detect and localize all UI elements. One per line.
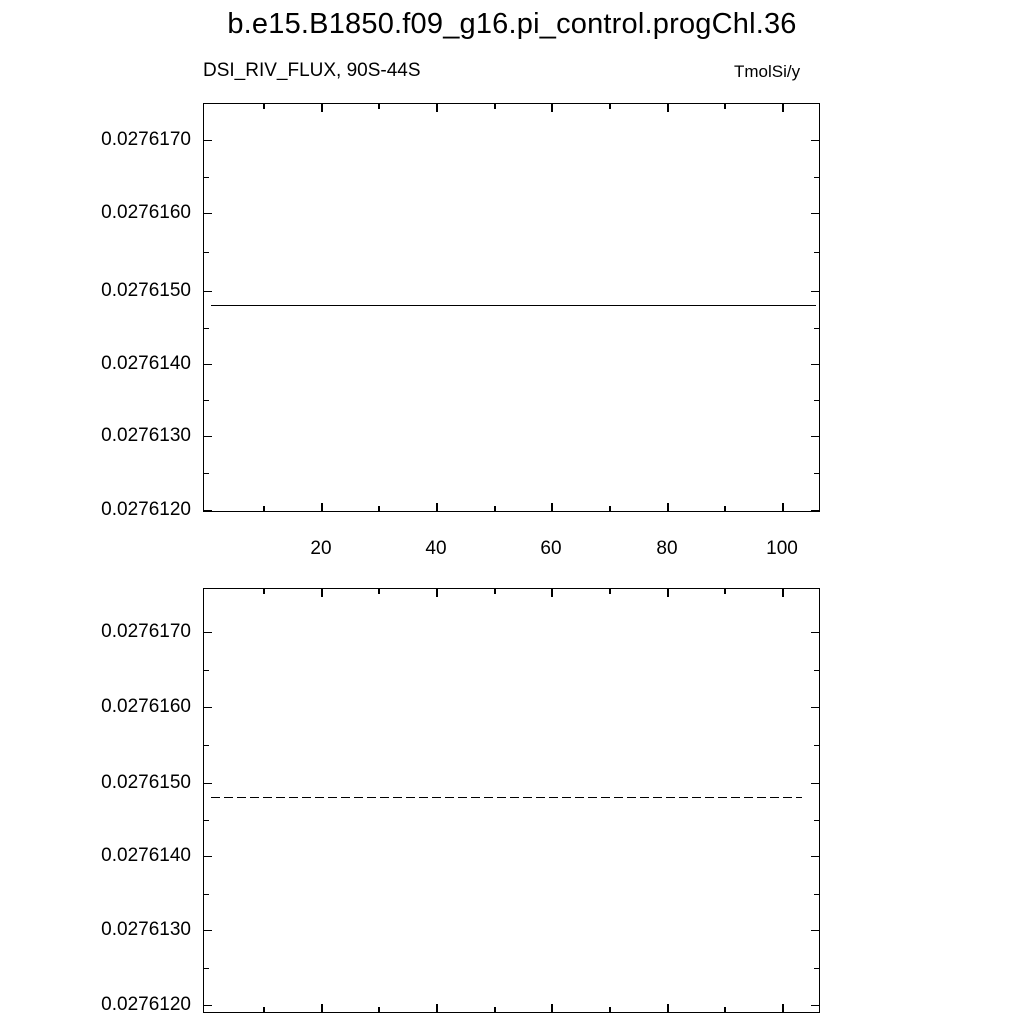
panel-top-xtick-label: 20: [310, 538, 332, 559]
panel-top-xtick: [667, 503, 669, 512]
panel-bottom-ytick: [203, 856, 212, 858]
panel-bottom-ytick-minor: [203, 820, 209, 822]
panel-bottom-xtick-minor: [263, 1007, 265, 1013]
panel-top-ytick-label: 0.0276160: [101, 202, 191, 223]
panel-bottom-ytick: [203, 1005, 212, 1007]
panel-bottom-xtick-top: [321, 588, 323, 597]
panel-bottom-ytick-label: 0.0276160: [101, 696, 191, 717]
panel-top-units-label: TmolSi/y: [734, 62, 801, 81]
panel-bottom-ytick: [203, 930, 212, 932]
panel-bottom-xtick-minor: [724, 1007, 726, 1013]
panel-top-xtick-minor: [378, 506, 380, 512]
panel-bottom-xtick-minor: [263, 588, 265, 594]
panel-bottom-xtick-top: [551, 588, 553, 597]
panel-bottom-ytick-minor: [814, 894, 820, 896]
panel-bottom-ytick-minor: [203, 670, 209, 672]
panel-top-subtitle-left: DSI_RIV_FLUX, 90S-44S: [203, 60, 421, 81]
panel-top-ytick-label: 0.0276150: [101, 280, 191, 301]
panel-bottom-ytick-minor: [814, 968, 820, 970]
panel-bottom-xtick-minor: [494, 1007, 496, 1013]
panel-top-xtick-minor: [609, 506, 611, 512]
panel-bottom-plot-area: [203, 588, 820, 1013]
panel-bottom-ytick: [811, 856, 820, 858]
panel-top-ytick: [203, 510, 212, 512]
panel-bottom-ytick-label: 0.0276130: [101, 919, 191, 940]
panel-top-ytick-label: 0.0276170: [101, 129, 191, 150]
panel-bottom-ytick-minor: [814, 670, 820, 672]
panel-top-ytick-minor: [814, 473, 820, 475]
panel-bottom-xtick-minor: [378, 588, 380, 594]
panel-bottom-xtick-minor: [724, 588, 726, 594]
panel-bottom-ytick-label: 0.0276170: [101, 621, 191, 642]
panel-bottom-xtick: [667, 1004, 669, 1013]
panel-bottom-xtick-minor: [378, 1007, 380, 1013]
panel-top-xtick-minor: [724, 506, 726, 512]
panel-top-ytick: [811, 510, 820, 512]
panel-top-xtick-minor: [494, 506, 496, 512]
panel-bottom-xtick-top: [436, 588, 438, 597]
panel-bottom-xtick-top: [667, 588, 669, 597]
panel-bottom-xtick-minor: [609, 588, 611, 594]
panel-bottom-ytick: [203, 783, 212, 785]
panel-bottom-ytick-label: 0.0276120: [101, 994, 191, 1015]
panel-bottom-ytick: [811, 783, 820, 785]
panel-bottom-ytick: [811, 930, 820, 932]
panel-bottom-ytick-minor: [203, 968, 209, 970]
panel-top-ytick-label: 0.0276140: [101, 353, 191, 374]
panel-top-xtick-label: 100: [766, 538, 798, 559]
panel-bottom-xtick-minor: [609, 1007, 611, 1013]
panel-top-xtick-label: 80: [656, 538, 678, 559]
panel-bottom-ytick: [811, 707, 820, 709]
panel-top-xtick: [321, 503, 323, 512]
panel-bottom-ytick: [811, 632, 820, 634]
panel-bottom-ytick-minor: [814, 820, 820, 822]
panel-bottom-xtick: [321, 1004, 323, 1013]
panel-top-xtick: [551, 503, 553, 512]
panel-top-ytick-minor: [203, 473, 209, 475]
panel-bottom-ytick-label: 0.0276150: [101, 772, 191, 793]
page-title: b.e15.B1850.f09_g16.pi_control.progChl.36: [227, 8, 797, 40]
panel-bottom-ytick: [203, 632, 212, 634]
panel-bottom-ytick-label: 0.0276140: [101, 845, 191, 866]
panel-top-ytick-label: 0.0276130: [101, 425, 191, 446]
panel-bottom-ytick-minor: [814, 745, 820, 747]
panel-top-xtick: [782, 503, 784, 512]
panel-top-xtick-label: 60: [540, 538, 562, 559]
panel-bottom-ytick-minor: [203, 894, 209, 896]
panel-bottom-xtick: [551, 1004, 553, 1013]
panel-bottom-xtick: [436, 1004, 438, 1013]
panel-top-xtick: [436, 503, 438, 512]
panel-top-xtick-minor: [263, 506, 265, 512]
panel-bottom-xtick-top: [782, 588, 784, 597]
panel-bottom-ytick: [203, 707, 212, 709]
panel-bottom-xtick-minor: [494, 588, 496, 594]
panel-top-xtick-label: 40: [425, 538, 447, 559]
panel-bottom-ytick-minor: [203, 745, 209, 747]
panel-bottom-xtick: [782, 1004, 784, 1013]
panel-bottom-ytick: [811, 1005, 820, 1007]
panel-top-ytick-label: 0.0276120: [101, 499, 191, 520]
panel-bottom-series-line: [211, 797, 802, 798]
